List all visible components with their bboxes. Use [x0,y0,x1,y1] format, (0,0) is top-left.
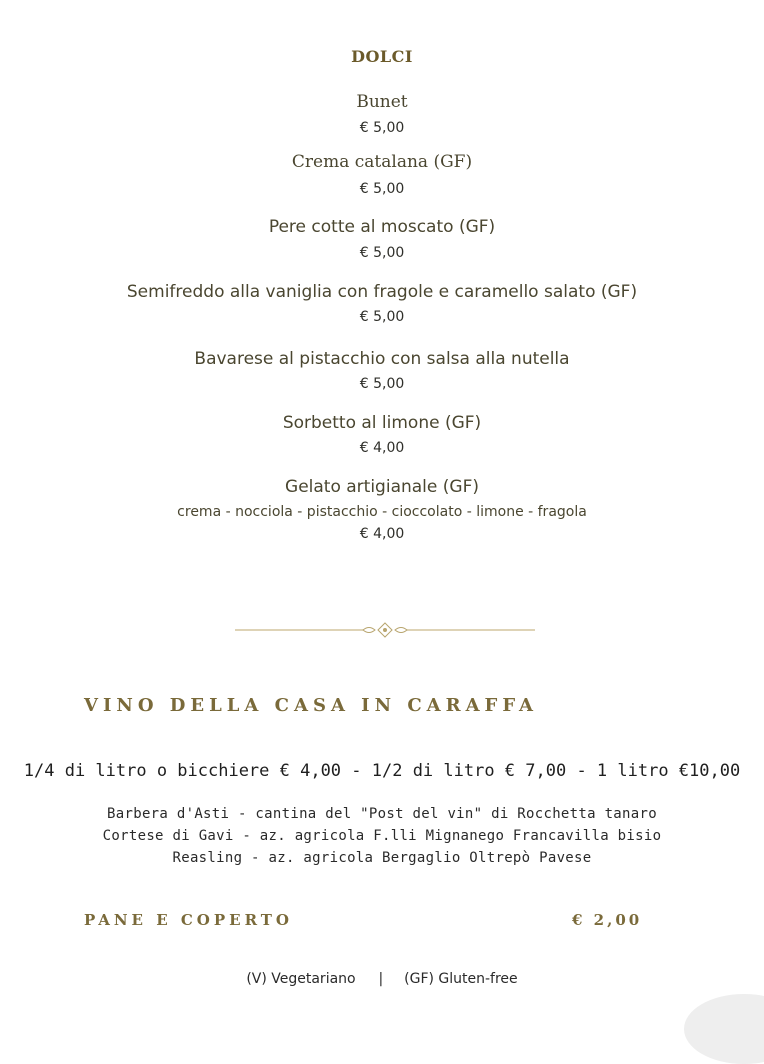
dessert-name: Gelato artigianale (GF) [285,477,479,497]
dessert-price: € 5,00 [359,181,405,197]
wine-description: Cortese di Gavi - az. agricola F.lli Mignanego Francavilla bisio [102,828,662,844]
legend-gluten-free: (GF) Gluten-free [404,971,518,987]
corner-shadow [684,994,764,1064]
dessert-price: € 4,00 [359,440,405,456]
dessert-price: € 5,00 [359,309,405,325]
section-title-vino: VINO DELLA CASA IN CARAFFA [84,695,539,716]
dessert-price: € 5,00 [359,376,405,392]
gelato-flavors: crema - nocciola - pistacchio - cioccolato - limone - fragola [177,504,587,520]
wine-price-list: 1/4 di litro o bicchiere € 4,00 - 1/2 di litro € 7,00 - 1 litro €10,00 [23,761,741,781]
dessert-price: € 5,00 [359,120,405,136]
dessert-name: Bunet [356,92,408,112]
dessert-name: Crema catalana (GF) [291,152,473,172]
dessert-price: € 4,00 [359,526,405,542]
ornamental-divider [235,620,535,640]
section-title-dolci: DOLCI [351,47,413,66]
legend-vegetarian: (V) Vegetariano [246,971,356,987]
dessert-name: Sorbetto al limone (GF) [282,413,482,433]
dessert-price: € 5,00 [359,245,405,261]
legend-separator: | [378,971,384,987]
pane-coperto-price: € 2,00 [572,911,643,929]
dietary-legend [0,971,764,987]
dessert-name: Pere cotte al moscato (GF) [268,217,496,237]
pane-coperto-label: PANE E COPERTO [84,911,293,929]
wine-description: Reasling - az. agricola Bergaglio Oltrepò Pavese [172,850,592,866]
dessert-name: Bavarese al pistacchio con salsa alla nutella [194,349,570,369]
wine-description: Barbera d'Asti - cantina del "Post del vin" di Rocchetta tanaro [107,806,657,822]
dessert-name: Semifreddo alla vaniglia con fragole e caramello salato (GF) [126,282,638,302]
